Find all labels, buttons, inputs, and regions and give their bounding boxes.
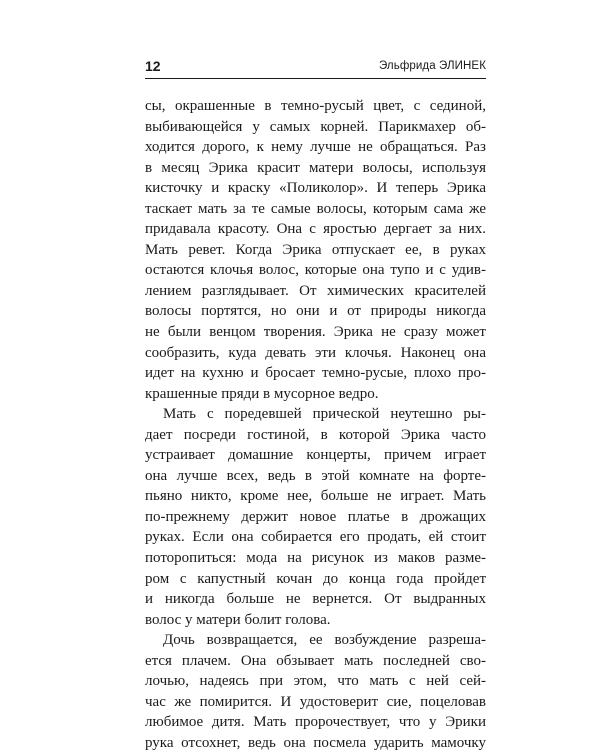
text-line: ром с капустный кочан до конца года пройдет <box>145 570 486 587</box>
paragraph <box>145 630 486 753</box>
page-number: 12 <box>145 58 161 74</box>
text-line: руках. Если она собирается его продать, ей стоит <box>145 529 486 546</box>
text-line: час же помирится. И удостоверит сие, поцеловав <box>145 693 486 710</box>
text-line: дает посреди гостиной, в которой Эрика часто <box>145 426 486 443</box>
text-line: лочью, надеясь при этом, что мать с ней сей- <box>145 673 486 690</box>
text-line: пьяно никто, кроме нее, больше не играет. Мать <box>145 488 486 505</box>
text-line: волосы портятся, но они и от природы никогда <box>145 303 486 320</box>
running-head-author: Эльфрида ЭЛИНЕК <box>378 60 486 72</box>
text-line: кисточку и краску «Поликолор». И теперь Эрика <box>145 180 486 197</box>
paragraph <box>145 404 486 630</box>
text-line: придавала красоту. Она с яростью дергает за них. <box>145 221 486 238</box>
text-line: сы, окрашенные в темно-русый цвет, с сединой, <box>145 98 486 114</box>
text-line: идет на кухню и бросает темно-русые, плохо про- <box>145 365 486 382</box>
text-line: Мать с поредевшей прической неутешно ры- <box>163 406 486 423</box>
text-line: выбивающейся у самых корней. Парикмахер об- <box>145 118 486 135</box>
text-line: не были венцом творения. Эрика не сразу может <box>145 324 486 341</box>
text-line: лением разглядывает. От химических красителей <box>145 282 486 299</box>
text-line: таскает мать за те самые волосы, которым сама же <box>145 200 486 217</box>
text-line: по-прежнему держит новое платье в дрожащих <box>145 508 486 525</box>
text-line: волос у матери болит голова. <box>145 611 331 628</box>
text-line: остаются клочья волос, которые она тупо и с удив- <box>145 262 486 279</box>
text-line: рука отсохнет, ведь она посмела ударить мамочку <box>145 734 486 751</box>
header-divider <box>145 78 486 79</box>
text-line: Дочь возвращается, ее возбуждение разреша- <box>163 632 486 649</box>
body-text <box>145 96 486 754</box>
text-line: ется плачем. Она обзывает мать последней сво- <box>145 652 486 669</box>
text-line: и никогда больше не вернется. От выдранных <box>145 591 486 608</box>
text-line: поторопиться: мода на рисунок из маков разме- <box>145 550 486 567</box>
paragraph <box>145 96 486 404</box>
text-line: крашенные пряди в мусорное ведро. <box>145 385 379 402</box>
text-line: устраивает домашние концерты, причем играет <box>145 447 486 464</box>
text-line: любимое дитя. Мать пророчествует, что у Эрики <box>145 714 486 731</box>
text-line: Мать ревет. Когда Эрика отпускает ее, в руках <box>145 241 486 258</box>
text-line: она лучше всех, ведь в этой комнате на форте- <box>145 467 486 484</box>
text-line: в месяц Эрика красит матери волосы, используя <box>145 159 486 176</box>
text-line: сообразить, куда девать эти клочья. Наконец она <box>145 344 486 361</box>
page-header <box>145 58 486 74</box>
text-line: ходится дорого, к нему лучше не обращаться. Раз <box>145 139 486 156</box>
